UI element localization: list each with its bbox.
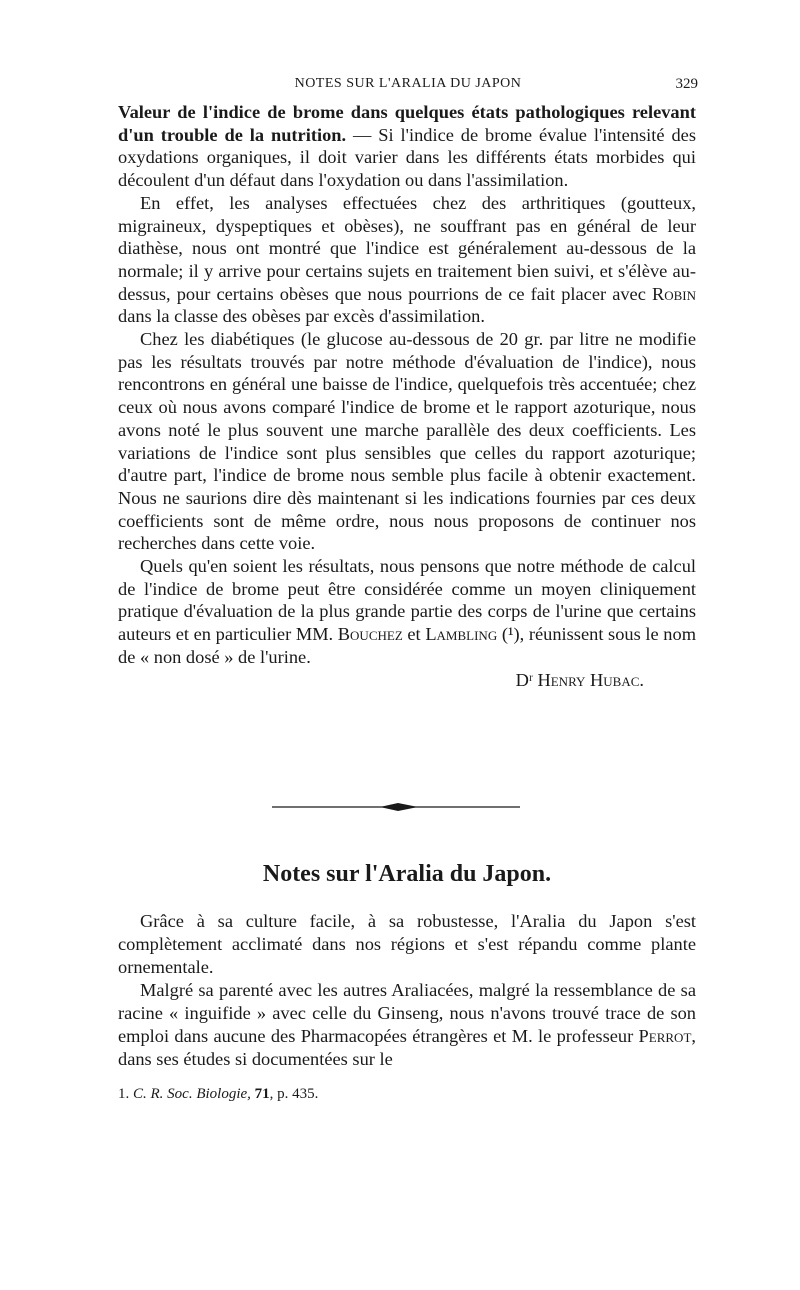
paragraph-text: et (402, 624, 426, 645)
paragraph (118, 979, 696, 1071)
paragraph-text: Quels qu'en soient les résultats, nous pensons que notre méthode de calcul de l'indice de brome peut être considérée comme un moyen cliniquement pratique d'évaluation de la plus grande partie des corps de l'urine que certains auteurs et en particulier MM. (118, 556, 696, 645)
author-name: Perrot (638, 1026, 692, 1046)
paragraph (118, 555, 696, 669)
paragraph-text: Malgré sa parenté avec les autres Araliacées, malgré la ressemblance de sa racine « inguifide » avec celle du Ginseng, nous n'avons trouvé trace de son emploi dans aucune des Pharmacopées étrangères et M. le professeur (118, 980, 696, 1046)
footnote-source: C. R. Soc. Biologie, (133, 1086, 251, 1102)
running-head (118, 76, 698, 98)
author-name: Robin (651, 283, 696, 304)
author-name: Lambling (425, 624, 498, 645)
paragraph (118, 192, 696, 328)
paragraph-text: En effet, les analyses effectuées chez des arthritiques (goutteux, migraineux, dyspeptiques et obèses), ne souffrant pas en général de leur diathèse, nous ont montré que l'indice est généralement au-dessous de la normale; il y arrive pour certains sujets en traitement bien suivi, et s'élève au-dessus, pour certains obèses que nous pourrions de ce fait placer avec (118, 192, 696, 304)
footnote-reference: (¹) (501, 624, 520, 645)
section-separator (272, 800, 520, 814)
footnote-page: , p. 435. (269, 1086, 319, 1102)
signature (118, 669, 696, 692)
paragraph-text: , réunissent sous le nom de « non dosé » de l'urine. (118, 624, 696, 667)
paragraph: Chez les diabétiques (le glucose au-dessous de 20 gr. par litre ne modifie pas les résultats trouvés par notre méthode d'évaluation de l'indice), nous rencontrons en général une baisse de l'indice, quelquefois très accentuée; chez ceux où nous avons comparé l'indice de brome et le rapport azoturique, nous avons noté le plus souvent une marche parallèle des deux coefficients. Les variations de l'indice sont plus sensibles que celles du rapport azoturique; d'autre part, l'indice de brome nous semble plus facile à obtenir exactement. Nous ne saurions dire dès maintenant si les indications fournies par ces deux coefficients sont de même ordre, nous nous proposons de continuer nos recherches dans cette voie. (118, 329, 696, 554)
section-title: Notes sur l'Aralia du Japon. (262, 861, 552, 887)
paragraph (118, 101, 696, 192)
signature-name: Henry Hubac. (537, 669, 644, 690)
signature-title: Dʳ (515, 669, 533, 690)
footnote (118, 1086, 696, 1103)
paragraph: Grâce à sa culture facile, à sa robustesse, l'Aralia du Japon s'est complètement acclimaté dans nos régions et s'est répandu comme plante ornementale. (118, 911, 696, 977)
paragraph-text: — Si l'indice de brome évalue l'intensité des oxydations organiques, il doit varier dans les différents états morbides qui découlent d'un défaut dans l'oxydation ou dans l'assimilation. (118, 124, 696, 191)
footnote-number: 1. (118, 1086, 130, 1102)
paragraph-text: dans la classe des obèses par excès d'assimilation. (118, 306, 485, 327)
section-body (118, 101, 696, 691)
footnote-volume: 71 (254, 1086, 270, 1102)
running-title: NOTES SUR L'ARALIA DU JAPON (294, 76, 522, 91)
author-name: Bouchez (337, 624, 403, 645)
page-number: 329 (675, 76, 698, 92)
paragraph-heading: Valeur de l'indice de brome dans quelques états pathologiques relevant d'un trouble de la nutrition. (118, 102, 696, 145)
section-body (118, 910, 696, 1071)
paragraph-text: , dans ses études si documentées sur le (118, 1026, 696, 1069)
